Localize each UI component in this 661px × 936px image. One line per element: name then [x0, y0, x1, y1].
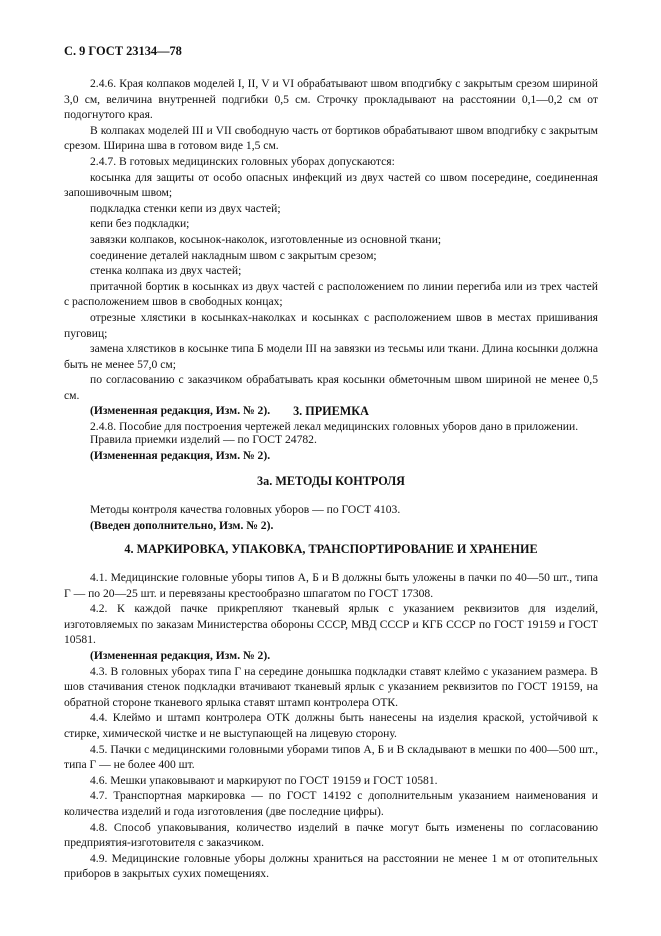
paragraph: подкладка стенки кепи из двух частей; — [90, 201, 281, 215]
paragraph: 4.4. Клеймо и штамп контролера ОТК должны быть нанесены на изделия краской, устойчивой к стирке, химической чистке и не выступающей на лицевую сторону. — [64, 711, 598, 740]
section-3-text — [90, 432, 598, 463]
paragraph: 4.5. Пачки с медицинскими головными уборами типов А, Б и В складывают в мешки по 400—500 шт., типа Г — не более 400 шт. — [64, 742, 598, 772]
amendment-note: (Измененная редакция, Изм. № 2). — [90, 648, 271, 662]
paragraph: В колпаках моделей III и VII свободную часть от бортиков обрабатывают швом вподгибку с закрытым срезом. Ширина шва в готовом виде 1,5 см. — [64, 123, 598, 153]
amendment-note: (Измененная редакция, Изм. № 2). — [90, 404, 271, 418]
paragraph: 2.4.6. Края колпаков моделей I, II, V и VI обрабатывают швом вподгибку с закрытым срезом шириной 3,0 см, величина внутренней подгибки 0,5 см. Строчку прокладывают на расстоянии 0,1—0,2 см от подогнутого края. — [64, 77, 598, 122]
paragraph: 4.6. Мешки упаковывают и маркируют по ГОСТ 19159 и ГОСТ 10581. — [90, 773, 438, 787]
section-2-text — [64, 76, 598, 435]
paragraph: кепи без подкладки; — [90, 217, 190, 231]
page-header: С. 9 ГОСТ 23134—78 — [64, 44, 182, 58]
paragraph: отрезные хлястики в косынках-наколках и косынках с расположением швов в местах пришивания пуговиц; — [64, 310, 598, 340]
amendment-note: (Введен дополнительно, Изм. № 2). — [90, 518, 274, 532]
paragraph: завязки колпаков, косынок-наколок, изготовленные из основной ткани; — [90, 232, 442, 246]
section-3a-title: 3а. МЕТОДЫ КОНТРОЛЯ — [257, 474, 405, 488]
section-3a-text — [90, 502, 598, 533]
paragraph: 4.3. В головных уборах типа Г на середине донышка подкладки ставят клеймо с указанием размера. В шов стачивания стенок подкладки втачивают тканевый ярлык с указанием реквизитов по ГОСТ 19159, на обратной стороне тканевого ярлыка ставят штамп контролера ОТК. — [64, 664, 598, 709]
paragraph: 2.4.7. В готовых медицинских головных уборах допускаются: — [90, 154, 395, 168]
paragraph: 4.9. Медицинские головные уборы должны храниться на расстоянии не менее 1 м от отопительных приборов в закрытых сухих помещениях. — [64, 851, 598, 881]
paragraph: замена хлястиков в косынке типа Б модели III на завязки из тесьмы или ткани. Длина косынки должна быть не менее 57,0 см; — [64, 342, 598, 371]
paragraph: по согласованию с заказчиком обрабатывать края косынки обметочным швом шириной не менее 0,5 см. — [64, 373, 598, 402]
paragraph: косынка для защиты от особо опасных инфекций из двух частей со швом посередине, соединенная запошивочным швом; — [64, 170, 598, 200]
paragraph: соединение деталей накладным швом с закрытым срезом; — [90, 248, 377, 262]
section-4-text — [64, 570, 598, 882]
paragraph: 4.8. Способ упаковывания, количество изделий в пачке могут быть изменены по согласованию предприятия-изготовителя с заказчиком. — [64, 820, 598, 850]
paragraph: Правила приемки изделий — по ГОСТ 24782. — [90, 433, 317, 446]
section-4-title: 4. МАРКИРОВКА, УПАКОВКА, ТРАНСПОРТИРОВАНИЕ И ХРАНЕНИЕ — [124, 542, 538, 556]
amendment-note: (Измененная редакция, Изм. № 2). — [90, 448, 271, 462]
paragraph: 4.2. К каждой пачке прикрепляют тканевый ярлык с указанием реквизитов для изделий, изготовляемых по заказам Министерства обороны СССР, МВД СССР и КГБ СССР по ГОСТ 19159 и ГОСТ 10581. — [64, 602, 598, 647]
paragraph: 2.4.8. Пособие для построения чертежей лекал медицинских головных уборов дано в приложении. — [90, 420, 579, 434]
paragraph: притачной бортик в косынках из двух частей с расположением по линии перегиба или из трех частей с расположением швов в свободных концах; — [64, 279, 598, 309]
section-3-title: 3. ПРИЕМКА — [293, 404, 369, 418]
paragraph: 4.1. Медицинские головные уборы типов А, Б и В должны быть уложены в пачки по 40—50 шт., типа Г — по 20—25 шт. и перевязаны крестообразно шпагатом по ГОСТ 17308. — [64, 571, 598, 600]
paragraph: стенка колпака из двух частей; — [90, 264, 242, 278]
paragraph: 4.7. Транспортная маркировка — по ГОСТ 14192 с дополнительным указанием наименования и количества изделий и года изготовления (две последние цифры). — [64, 789, 598, 818]
paragraph: Методы контроля качества головных уборов — по ГОСТ 4103. — [90, 503, 401, 516]
